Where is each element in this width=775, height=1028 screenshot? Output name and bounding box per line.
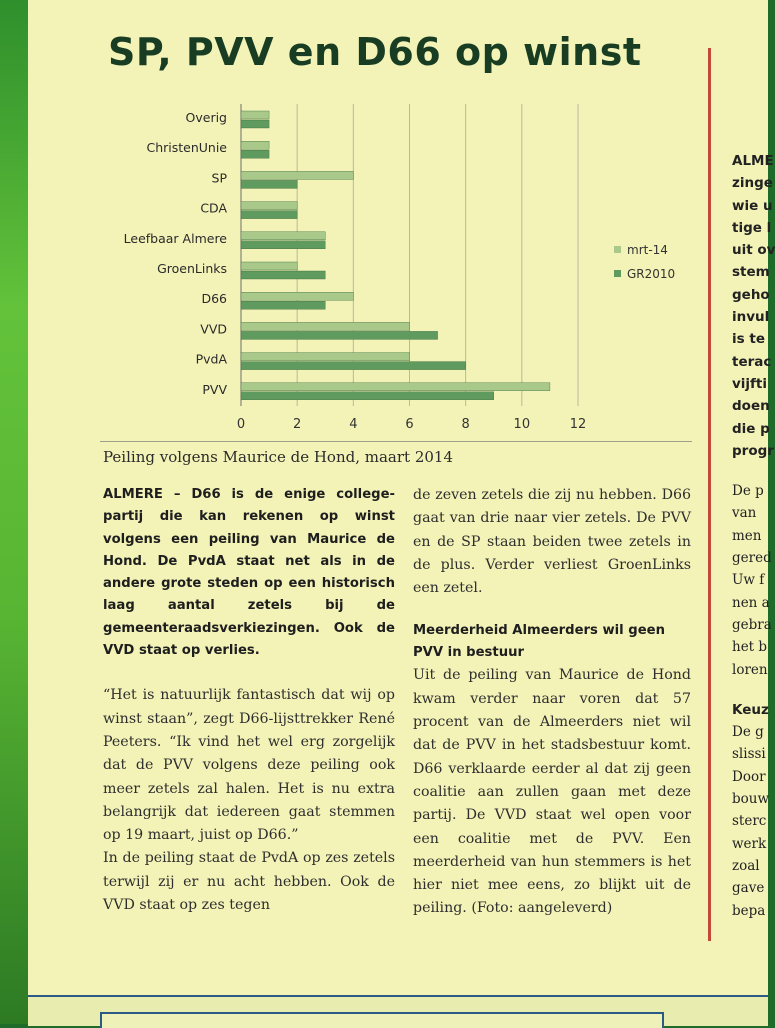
right-column-line: gave (732, 880, 765, 897)
right-column-bold-line: is te (732, 331, 765, 348)
bar-gr2010 (241, 211, 297, 219)
x-tick-label: 10 (513, 417, 531, 432)
bar-gr2010 (241, 180, 297, 188)
right-column-line: zoal (732, 857, 760, 874)
bar-mrt-14 (241, 262, 297, 270)
category-label: Leefbaar Almere (123, 230, 227, 246)
legend-label: mrt-14 (627, 243, 668, 257)
article-paragraph-majority: Uit de peiling van Maurice de Hond kwam verder naar voren dat 57 procent van de Almeerders niet wil dat de PVV in het stadsbestuur komt. D66 verklaarde eerder al dat zij geen coalitie aan zullen gaan met deze partij. De VVD staat wel open voor een coalitie met de PVV. Een meerderheid van hun stemmers is het hier niet mee eens, zo blijkt uit de peiling. (Foto: aangeleverd) (413, 667, 691, 917)
right-column-line: Door (732, 768, 766, 785)
right-column-bold-line: die p (732, 420, 770, 437)
right-column-bold-line: zinge (732, 175, 773, 192)
category-label: PVV (202, 381, 227, 397)
category-label: VVD (200, 321, 227, 337)
right-column-subhead: Keuz (732, 701, 769, 718)
right-column-line: gered (732, 550, 772, 567)
legend-label: GR2010 (627, 267, 676, 281)
chart-caption: Peiling volgens Maurice de Hond, maart 2014 (103, 448, 454, 466)
bottom-box-frame (100, 1012, 664, 1028)
bar-mrt-14 (241, 232, 325, 240)
x-tick-label: 0 (236, 417, 246, 432)
bar-mrt-14 (241, 383, 550, 391)
category-label: GroenLinks (157, 261, 227, 276)
right-column-line: sterc (732, 813, 767, 830)
right-column-bold-line: terac (732, 353, 772, 370)
bar-mrt-14 (241, 141, 269, 149)
bar-gr2010 (241, 331, 438, 339)
right-column-bold-line: doen (732, 398, 770, 415)
right-column-bold-line: invul (732, 309, 770, 326)
right-column-line: gebra (732, 616, 772, 633)
right-column-line: bouw (732, 791, 770, 808)
bar-chart (100, 100, 700, 440)
article-subhead: Meerderheid Almeerders wil geen PVV in bestuur (413, 623, 666, 661)
bar-mrt-14 (241, 171, 353, 179)
headline: SP, PVV en D66 op winst (108, 30, 642, 74)
bar-gr2010 (241, 241, 325, 249)
x-tick-label: 6 (405, 417, 414, 432)
right-column-cutoff (732, 150, 775, 922)
bar-mrt-14 (241, 111, 269, 119)
right-column-bold-line: progr (732, 442, 774, 459)
legend-swatch (614, 246, 621, 253)
bar-gr2010 (241, 150, 269, 158)
right-column-bold-line: vijfti (732, 375, 768, 392)
category-label: PvdA (195, 351, 227, 367)
bar-mrt-14 (241, 353, 410, 361)
red-column-rule (708, 48, 711, 941)
article-paragraph-quote: “Het is natuurlijk fantastisch dat wij op winst staan”, zegt D66-lijsttrekker René Peeters. “Ik vind het wel erg zorgelijk dat de PVV volgens deze peiling ook meer zetels zal halen. Het is nu extra belangrijk dat iedereen gaat stemmen op 19 maart, juist op D66.” (103, 687, 395, 844)
right-column-line: De g (732, 724, 764, 741)
legend-swatch (614, 270, 621, 277)
right-column-bold-line: stem (732, 264, 770, 281)
right-column-line: slissi (732, 746, 766, 763)
bar-gr2010 (241, 301, 325, 309)
article-column-2 (413, 484, 691, 921)
right-column-bold-line: ALME (732, 153, 774, 169)
x-tick-label: 8 (461, 417, 470, 432)
bar-mrt-14 (241, 202, 297, 210)
right-column-line: bepa (732, 902, 766, 919)
bar-mrt-14 (241, 322, 410, 330)
caption-rule (100, 441, 692, 442)
article-column-1 (103, 484, 395, 917)
x-tick-label: 2 (293, 417, 302, 432)
right-column-line: men (732, 527, 762, 544)
right-column-line: De p (732, 483, 764, 500)
right-column-line: nen a (732, 594, 770, 611)
category-label: SP (211, 170, 227, 186)
right-column-bold-line: uit ov (732, 242, 775, 259)
bar-gr2010 (241, 362, 466, 370)
right-column-line: werk (732, 835, 767, 852)
right-column-line: loren (732, 661, 768, 678)
article-paragraph-continued: de zeven zetels die zij nu hebben. D66 gaat van drie naar vier zetels. De PVV en de SP staan beiden twee zetels in de plus. Verder verliest GroenLinks een zetel. (413, 487, 691, 597)
article-paragraph-pvda: In de peiling staat de PvdA op zes zetels terwijl zij er nu acht hebben. Ook de VVD staat op zes tegen (103, 850, 395, 914)
right-column-line: het b (732, 639, 768, 656)
right-column-bold-line: geho (732, 286, 770, 303)
right-column-line: Uw f (732, 572, 765, 589)
bar-mrt-14 (241, 292, 353, 300)
category-label: CDA (200, 200, 227, 216)
right-column-bold-line: wie u (732, 197, 773, 214)
x-tick-label: 12 (569, 417, 587, 432)
category-label: Overig (185, 110, 227, 125)
right-column-bold-line: tige l (732, 219, 772, 236)
bar-gr2010 (241, 392, 494, 400)
category-label: ChristenUnie (146, 140, 227, 156)
article-lead: ALMERE – D66 is de enige college-partij die kan rekenen op winst volgens een peiling van Maurice de Hond. De PvdA staat net als in de andere grote steden op een historisch laag aantal zetels bij de gemeenteraadsverkiezingen. Ook de VVD staat op verlies. (103, 487, 395, 659)
category-label: D66 (201, 291, 227, 307)
right-column-line: van (732, 505, 757, 522)
bar-gr2010 (241, 271, 325, 279)
x-tick-label: 4 (349, 417, 358, 432)
bar-gr2010 (241, 120, 269, 128)
